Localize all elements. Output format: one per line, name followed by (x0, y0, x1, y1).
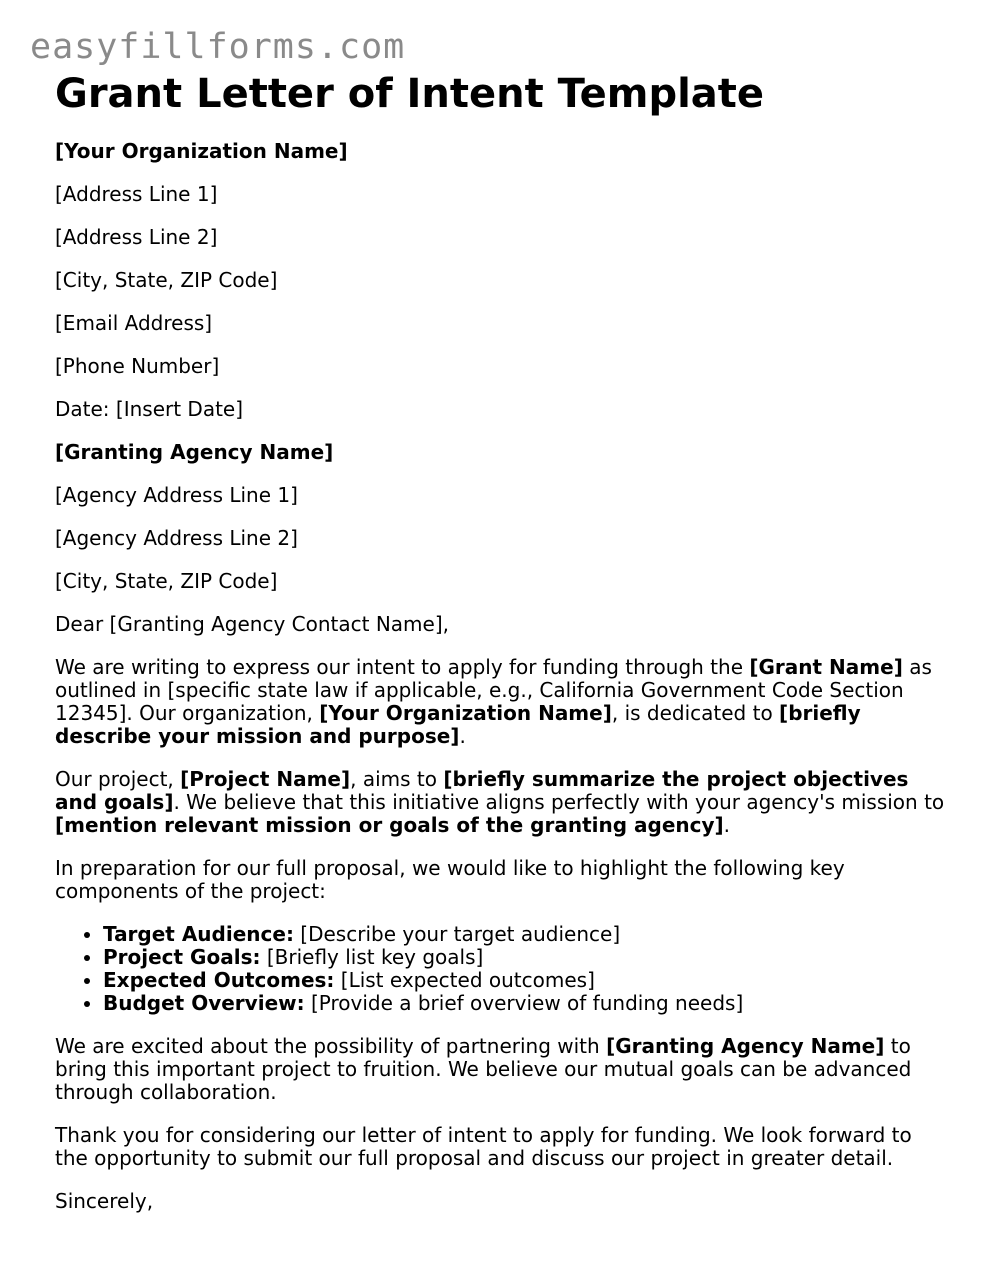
project-paragraph: Our project, [Project Name], aims to [briefly summarize the project objectives and goals]. We believe that this initiative aligns perfectly with your agency's mission to [mention relevant mission or goals of the granting agency]. (55, 767, 945, 837)
letter-date: Date: [Insert Date] (55, 397, 244, 421)
sender-city-state-zip: [City, State, ZIP Code] (55, 268, 278, 292)
recipient-address-line-2: [Agency Address Line 2] (55, 526, 298, 550)
watermark: easyfillforms.com (30, 27, 406, 67)
recipient-agency-name: [Granting Agency Name] (55, 440, 334, 464)
sender-phone: [Phone Number] (55, 354, 220, 378)
recipient-address-line-1: [Agency Address Line 1] (55, 483, 298, 507)
salutation: Dear [Granting Agency Contact Name], (55, 612, 450, 636)
sender-org-name: [Your Organization Name] (55, 139, 348, 163)
sender-address-line-1: [Address Line 1] (55, 182, 218, 206)
intro-paragraph: We are writing to express our intent to apply for funding through the [Grant Name] as outlined in [specific state law if applicable, e.g., California Government Code Section 12345]. Our organization, [Your Organization Name], is dedicated to [briefly describe your mission and purpose]. (55, 655, 932, 748)
page-title: Grant Letter of Intent Template (55, 71, 765, 117)
closing: Sincerely, (55, 1189, 154, 1213)
components-list (55, 923, 945, 1015)
thank-you-paragraph: Thank you for considering our letter of intent to apply for funding. We look forward to the opportunity to submit our full proposal and discuss our project in greater detail. (55, 1123, 912, 1170)
recipient-city-state-zip: [City, State, ZIP Code] (55, 569, 278, 593)
list-item-expected-outcomes: • Expected Outcomes: [List expected outcomes] (103, 969, 945, 992)
list-item-target-audience: • Target Audience: [Describe your target audience] (103, 923, 945, 946)
partnership-paragraph: We are excited about the possibility of partnering with [Granting Agency Name] to bring this important project to fruition. We believe our mutual goals can be advanced through collaboration. (55, 1034, 912, 1104)
list-item-project-goals: • Project Goals: [Briefly list key goals] (103, 946, 945, 969)
letter-document (55, 70, 945, 1233)
components-intro-paragraph: In preparation for our full proposal, we would like to highlight the following key components of the project: (55, 856, 845, 903)
sender-email: [Email Address] (55, 311, 213, 335)
sender-address-line-2: [Address Line 2] (55, 225, 218, 249)
list-item-budget-overview: • Budget Overview: [Provide a brief overview of funding needs] (103, 992, 945, 1015)
